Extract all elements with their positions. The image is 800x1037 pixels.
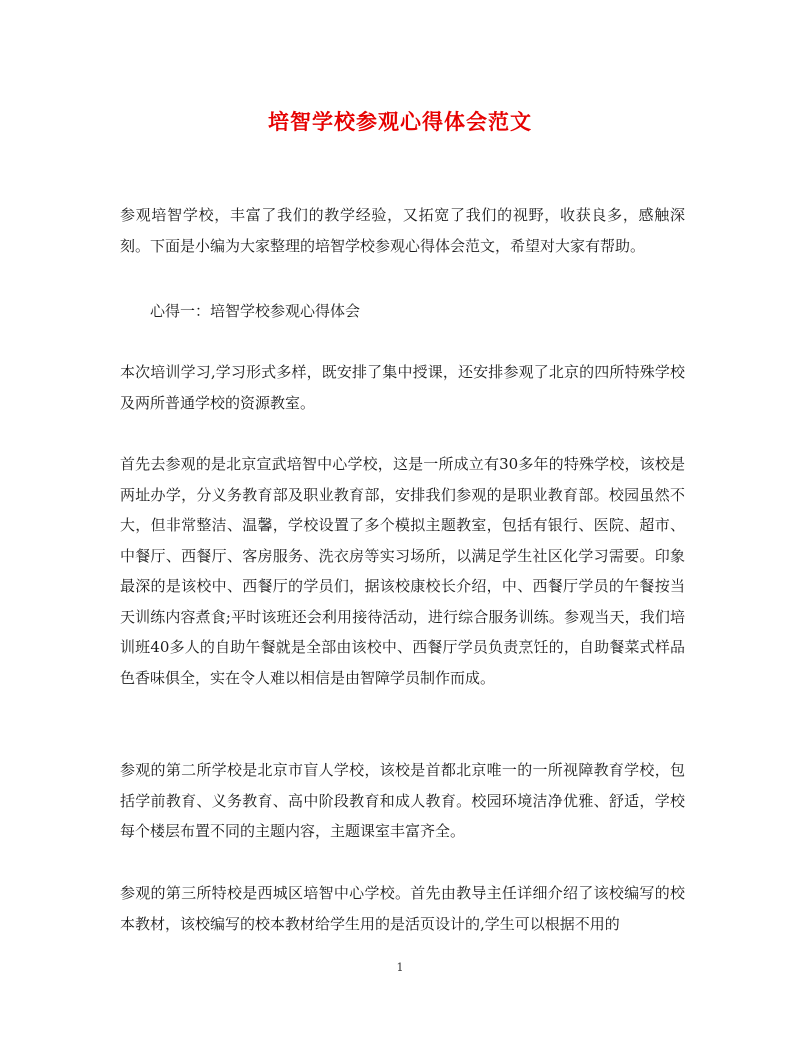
body-paragraph: 首先去参观的是北京宣武培智中心学校，这是一所成立有30多年的特殊学校，该校是两址办学，分义务教育部及职业教育部，安排我们参观的是职业教育部。校园虽然不大，但非常整洁、温馨，学校设置了多个模拟主题教室，包括有银行、医院、超市、中餐厅、西餐厅、客房服务、洗衣房等实习场所，以满足学生社区化学习需要。印象最深的是该校中、西餐厅的学员们，据该校康校长介绍，中、西餐厅学员的午餐按当天训练内容煮食;平时该班还会利用接待活动，进行综合服务训练。参观当天，我们培训班40多人的自助午餐就是全部由该校中、西餐厅学员负责烹饪的，自助餐菜式样品色香味俱全，实在令人难以相信是由智障学员制作而成。 [120,455,685,687]
body-paragraph: 本次培训学习,学习形式多样，既安排了集中授课，还安排参观了北京的四所特殊学校及两所普通学校的资源教室。 [120,363,685,412]
document-title: 培智学校参观心得体会范文 [268,109,532,134]
section-heading: 心得一：培智学校参观心得体会 [150,302,361,320]
intro-paragraph: 参观培智学校，丰富了我们的教学经验，又拓宽了我们的视野，收获良多，感触深刻。下面是小编为大家整理的培智学校参观心得体会范文，希望对大家有帮助。 [120,206,685,255]
body-paragraph: 参观的第三所特校是西城区培智中心学校。首先由教导主任详细介绍了该校编写的校本教材，该校编写的校本教材给学生用的是活页设计的,学生可以根据不用的 [120,884,685,933]
page-number: 1 [396,961,404,974]
body-paragraph: 参观的第二所学校是北京市盲人学校，该校是首都北京唯一的一所视障教育学校，包括学前教育、义务教育、高中阶段教育和成人教育。校园环境洁净优雅、舒适，学校每个楼层布置不同的主题内容，主题课室丰富齐全。 [120,761,685,840]
